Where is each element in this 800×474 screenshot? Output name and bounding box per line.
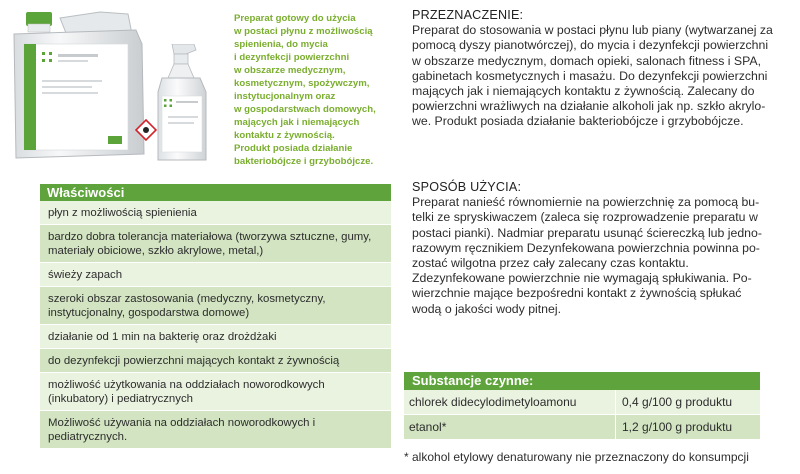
properties-row: świeży zapach	[40, 263, 391, 287]
summary-line: bakteriobójcze i grzybobójcze.	[234, 156, 374, 167]
usage-line: wodą o jakości wody pitnej.	[412, 301, 562, 316]
purpose-section	[412, 8, 792, 130]
purpose-line: w obszarze medycznym, domach opieki, salonach fitness i SPA,	[412, 53, 762, 68]
footnote: * alkohol etylowy denaturowany nie przeznaczony do konsumpcji	[404, 450, 749, 464]
properties-row: działanie od 1 min na bakterię oraz drożdżaki	[40, 325, 391, 349]
usage-line: Preparat nanieść równomiernie na powierzchnię za pomocą bu-	[412, 195, 760, 210]
usage-line: razowym ręcznikiem Dezynfekowana powierzchnia powinna po-	[412, 240, 760, 255]
product-image	[8, 4, 230, 166]
substance-name: etanol*	[404, 415, 616, 439]
summary-line: Produkt posiada działanie	[234, 143, 353, 154]
spray-bottle-image	[128, 44, 228, 162]
purpose-line: we. Produkt posiada działanie bakteriobójcze i grzybobójcze.	[412, 114, 744, 129]
substance-value: 0,4 g/100 g produktu	[622, 395, 733, 409]
properties-header: Właściwości	[40, 184, 391, 201]
properties-row: szeroki obszar zastosowania (medyczny, kosmetyczny, instytucjonalny, gospodarstwa domowe)	[40, 287, 391, 325]
active-substances-header: Substancje czynne:	[404, 372, 760, 390]
properties-row: bardzo dobra tolerancja materiałowa (tworzywa sztuczne, gumy, materiały obiciowe, szkło akrylowe, metal,)	[40, 225, 391, 263]
substance-name: chlorek didecylodimetyloamonu	[404, 390, 616, 414]
usage-section	[412, 180, 792, 317]
table-row	[404, 415, 760, 440]
purpose-line: Preparat do stosowania w postaci płynu lub piany (wytwarzanej za	[412, 23, 773, 38]
purpose-line: mających jak i niemających kontaktu z żywnością. Zalecany do	[412, 84, 755, 99]
summary-line: instytucjonalnym oraz	[234, 91, 336, 102]
summary-line: w gospodarstwach domowych,	[234, 104, 376, 115]
table-row	[404, 390, 760, 415]
usage-line: zostać wilgotna przez cały zalecany czas kontaktu.	[412, 256, 689, 271]
usage-line: postaci pianki). Nadmiar preparatu usunąć ściereczką lub jedno-	[412, 225, 762, 240]
usage-title: SPOSÓB UŻYCIA:	[412, 180, 522, 194]
summary-line: w postaci płynu z możliwością	[234, 26, 373, 37]
substance-value: 1,2 g/100 g produktu	[622, 420, 733, 434]
properties-row: płyn z możliwością spienienia	[40, 201, 391, 225]
summary-line: kosmetycznym, spożywczym,	[234, 78, 370, 89]
summary-line: i dezynfekcji powierzchni	[234, 52, 350, 63]
summary-line: mających jak i niemających	[234, 117, 360, 128]
purpose-line: pomocą dyszy pianotwórczej), do mycia i dezynfekcji powierzchni	[412, 38, 769, 53]
purpose-title: PRZEZNACZENIE:	[412, 8, 524, 22]
purpose-line: gabinetach kosmetycznych i masażu. Do dezynfekcji powierzchni	[412, 68, 768, 83]
summary-line: spienienia, do mycia	[234, 39, 328, 50]
usage-line: telki ze spryskiwaczem (zaleca się rozprowadzenie preparatu w	[412, 210, 758, 225]
product-summary	[234, 12, 394, 168]
usage-line: Zdezynfekowane powierzchnie nie wymagają spłukiwania. Po-	[412, 271, 752, 286]
properties-row: Możliwość używania na oddziałach noworodkowych i pediatrycznych.	[40, 411, 391, 449]
summary-line: kontaktu z żywnością.	[234, 130, 335, 141]
usage-line: wierzchnie mające bezpośredni kontakt z żywnością spłukać	[412, 286, 742, 301]
summary-line: Preparat gotowy do użycia	[234, 13, 356, 24]
purpose-line: powierzchni wrażliwych na działanie alkoholi jak np. szkło akrylo-	[412, 99, 766, 114]
active-substances-table	[404, 372, 760, 440]
properties-row: możliwość użytkowania na oddziałach noworodkowych (inkubatory) i pediatrycznych	[40, 373, 391, 411]
properties-table	[40, 184, 391, 449]
summary-line: w obszarze medycznym,	[234, 65, 346, 76]
properties-row: do dezynfekcji powierzchni mających kontakt z żywnością	[40, 349, 391, 373]
